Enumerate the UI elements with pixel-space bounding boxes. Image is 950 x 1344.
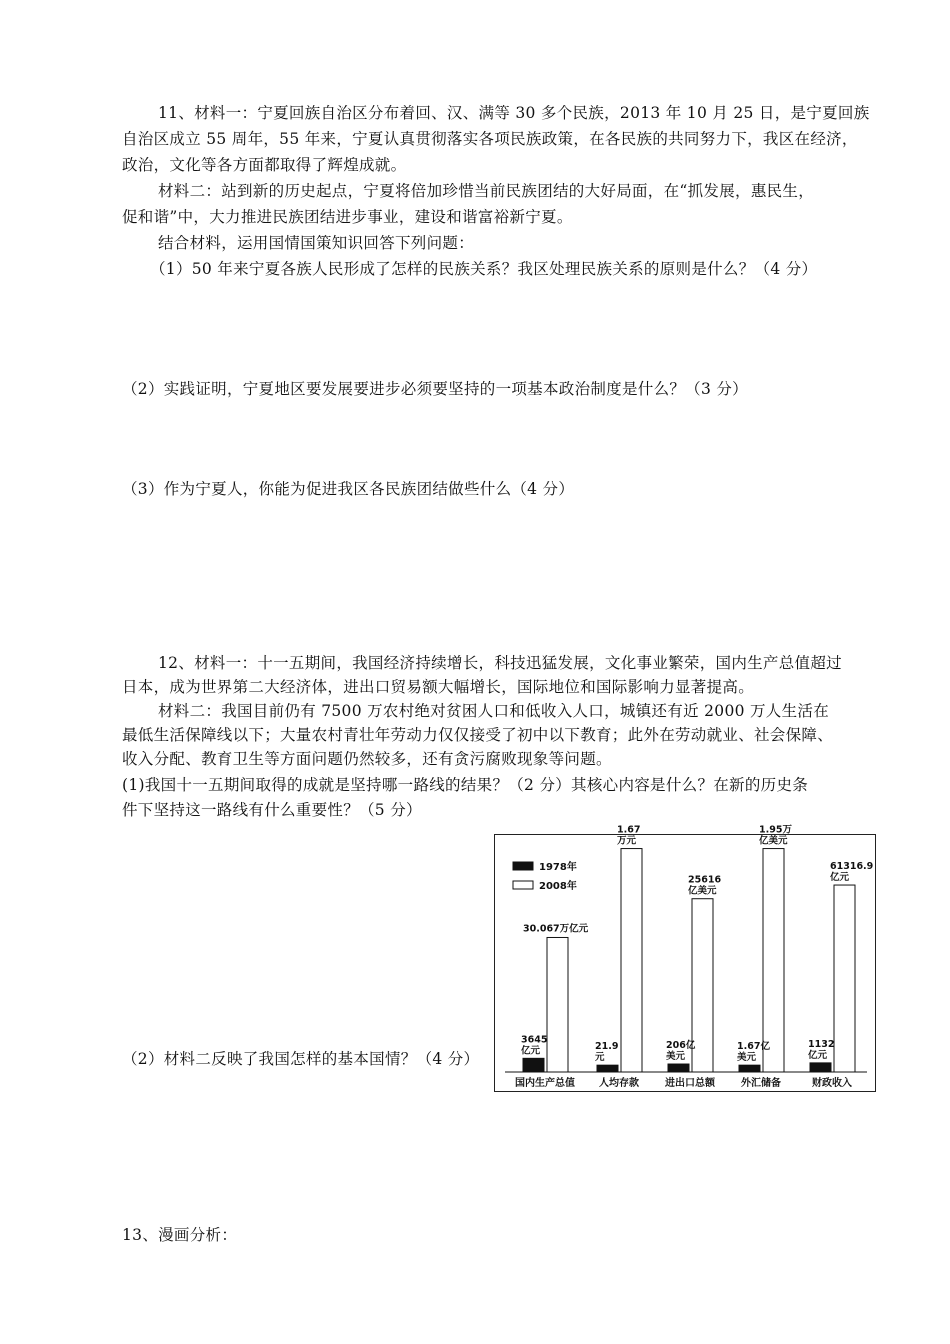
data-label-2008-3-1: 亿美元	[759, 835, 788, 847]
data-label-2008-4-1: 亿元	[830, 872, 850, 884]
q12-question1-line1: (1)我国十一五期间取得的成就是坚持哪一路线的结果？（2 分）其核心内容是什么？在新的历史条	[122, 776, 809, 794]
q11-question1: （1）50 年来宁夏各族人民形成了怎样的民族关系？我区处理民族关系的原则是什么？（4 分）	[150, 260, 818, 278]
q11-material1-line3: 政治，文化等各方面都取得了辉煌成就。	[122, 156, 407, 174]
data-label-2008-2-1: 亿美元	[688, 885, 717, 897]
q11-material1-line1: 11、材料一：宁夏回族自治区分布着回、汉、满等 30 多个民族，2013 年 10 月 25 日，是宁夏回族	[158, 104, 870, 122]
bar-2008-3	[763, 849, 784, 1072]
data-label-1978-1-0: 21.9	[595, 1041, 619, 1053]
bar-1978-4	[810, 1063, 831, 1072]
q12-material1-line2: 日本，成为世界第二大经济体，进出口贸易额大幅增长，国际地位和国际影响力显著提高。	[122, 678, 755, 696]
q12-material2-line3: 收入分配、教育卫生等方面问题仍然较多，还有贪污腐败现象等问题。	[122, 750, 612, 768]
data-label-2008-1-1: 万元	[617, 835, 637, 847]
data-label-1978-0-0: 3645	[521, 1034, 548, 1046]
bar-2008-1	[621, 849, 642, 1072]
q12-question2: （2）材料二反映了我国怎样的基本国情？（4 分）	[122, 1050, 480, 1068]
bar-chart	[494, 824, 876, 1092]
chart-legend	[513, 860, 577, 892]
legend-swatch-0	[513, 862, 533, 870]
data-label-1978-1-1: 元	[595, 1052, 605, 1064]
data-label-1978-4-1: 亿元	[808, 1049, 828, 1061]
bar-2008-0	[547, 937, 568, 1072]
legend-swatch-1	[513, 881, 533, 889]
data-label-2008-4-0: 61316.9	[830, 861, 874, 873]
x-tick-label-4: 财政收入	[812, 1078, 852, 1089]
q11-question3: （3）作为宁夏人，你能为促进我区各民族团结做些什么（4 分）	[122, 480, 575, 498]
data-label-2008-1-0: 1.67	[617, 824, 641, 836]
data-label-1978-3-0: 1.67亿	[737, 1041, 770, 1053]
data-label-2008-0-0: 30.067万亿元	[523, 923, 589, 935]
bar-2008-4	[834, 885, 855, 1072]
bar-1978-1	[597, 1065, 618, 1072]
bar-1978-3	[739, 1065, 760, 1072]
data-label-1978-2-1: 美元	[666, 1051, 686, 1063]
q11-material2-line1: 材料二：站到新的历史起点，宁夏将倍加珍惜当前民族团结的大好局面，在“抓发展，惠民生，	[158, 182, 815, 200]
data-label-1978-2-0: 206亿	[666, 1040, 696, 1052]
data-label-2008-2-0: 25616	[688, 874, 722, 886]
q12-material2-line1: 材料二：我国目前仍有 7500 万农村绝对贫困人口和低收入人口，城镇还有近 2000 万人生活在	[158, 702, 830, 720]
chart-x-labels	[515, 1076, 852, 1089]
data-label-1978-3-1: 美元	[737, 1052, 757, 1064]
q11-prompt: 结合材料，运用国情国策知识回答下列问题：	[158, 234, 475, 252]
x-tick-label-3: 外汇储备	[741, 1078, 781, 1089]
bar-1978-2	[668, 1064, 689, 1072]
x-tick-label-0: 国内生产总值	[515, 1078, 575, 1089]
q12-question1-line2: 件下坚持这一路线有什么重要性？（5 分）	[122, 801, 422, 819]
data-label-1978-4-0: 1132	[808, 1038, 835, 1050]
legend-label-1: 2008年	[539, 881, 577, 892]
bar-chart-svg	[495, 824, 875, 1091]
q13-title: 13、漫画分析：	[122, 1226, 238, 1244]
q11-material1-line2: 自治区成立 55 周年，55 年来，宁夏认真贯彻落实各项民族政策，在各民族的共同努力下，我区在经济，	[122, 130, 858, 148]
data-label-2008-3-0: 1.95万	[759, 824, 792, 836]
legend-label-0: 1978年	[539, 862, 577, 873]
x-tick-label-1: 人均存款	[599, 1078, 639, 1089]
bar-1978-0	[523, 1058, 544, 1072]
q11-question2: （2）实践证明，宁夏地区要发展要进步必须要坚持的一项基本政治制度是什么？（3 分）	[122, 380, 748, 398]
q11-material2-line2: 促和谐”中，大力推进民族团结进步事业，建设和谐富裕新宁夏。	[122, 208, 573, 226]
x-tick-label-2: 进出口总额	[665, 1078, 715, 1089]
q12-material2-line2: 最低生活保障线以下；大量农村青壮年劳动力仅仅接受了初中以下教育；此外在劳动就业、社会保障、	[122, 726, 834, 744]
data-label-1978-0-1: 亿元	[521, 1045, 541, 1057]
q12-material1-line1: 12、材料一：十一五期间，我国经济持续增长，科技迅猛发展，文化事业繁荣，国内生产总值超过	[158, 654, 842, 672]
